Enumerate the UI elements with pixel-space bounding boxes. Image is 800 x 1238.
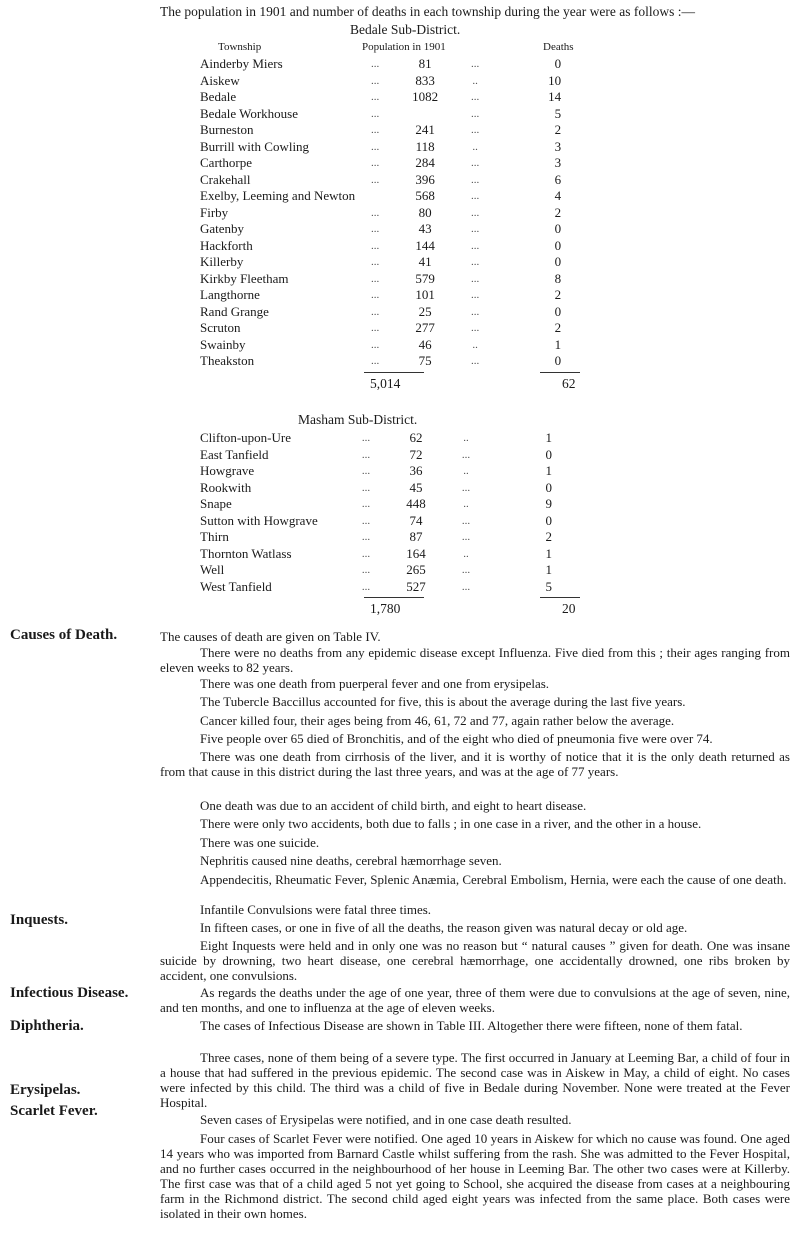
leader-dots <box>355 188 395 205</box>
leader-dots: .. <box>463 432 469 444</box>
table-row <box>200 155 561 172</box>
deaths-cell: 9 <box>545 496 552 511</box>
population-cell: 579 <box>415 270 435 286</box>
table-row <box>200 73 561 90</box>
table-row <box>200 238 561 255</box>
para-old-age: In fifteen cases, or one in five of all the deaths, the reason given was natural decay or old age. <box>200 920 688 935</box>
leader-dots: ... <box>471 157 480 169</box>
leader-dots: ... <box>371 140 380 153</box>
deaths-cell: 0 <box>545 479 552 495</box>
leader-dots: .. <box>463 465 469 477</box>
township-cell: Rookwith <box>200 479 252 495</box>
township-cell: Langthorne <box>200 287 260 302</box>
deaths-cell: 0 <box>554 237 562 253</box>
deaths-cell: 1 <box>545 463 552 478</box>
leader-dots: ... <box>371 58 380 70</box>
population-cell: 36 <box>409 463 423 478</box>
leader-dots: ... <box>461 580 471 593</box>
deaths-cell: 2 <box>554 122 562 137</box>
township-cell: Hackforth <box>200 237 253 253</box>
table-row <box>200 320 561 337</box>
leader-dots: ... <box>361 448 371 461</box>
table-row <box>200 172 561 189</box>
margin-scarlet-fever: Scarlet Fever. <box>10 1103 98 1119</box>
township-cell: Clifton-upon-Ure <box>200 430 291 445</box>
table-row <box>200 271 561 288</box>
leader-dots: ... <box>371 256 380 268</box>
leader-dots: ... <box>361 564 371 576</box>
table-row <box>200 337 561 354</box>
para-puerperal: There was one death from puerperal fever and one from erysipelas. <box>200 676 550 691</box>
table-row <box>200 562 552 579</box>
para-epidemic: There were no deaths from any epidemic disease except Influenza. Five died from this ; their ages ranging from eleven weeks to 82 years. <box>160 645 790 675</box>
para-tubercle: The Tubercle Baccillus accounted for five, this is about the average during the last five years. <box>200 694 686 709</box>
township-cell: Swainby <box>200 336 246 352</box>
township-cell: Scruton <box>200 320 241 335</box>
leader-dots: ... <box>461 481 471 494</box>
leader-dots: ... <box>471 223 480 235</box>
leader-dots: ... <box>471 107 480 120</box>
table-row <box>200 89 561 106</box>
margin-erysipelas: Erysipelas. <box>10 1082 81 1098</box>
bedale-table <box>200 56 561 370</box>
leader-dots: ... <box>371 322 380 334</box>
table-row <box>200 353 561 370</box>
deaths-cell: 1 <box>554 336 562 352</box>
leader-dots: ... <box>371 338 380 351</box>
para-nephritis: Nephritis caused nine deaths, cerebral hæmorrhage seven. <box>200 853 502 868</box>
leader-dots: .. <box>463 498 469 510</box>
deaths-cell: 1 <box>545 430 552 445</box>
population-cell: 265 <box>406 562 426 577</box>
bedale-pop-rule <box>364 372 424 373</box>
leader-dots: ... <box>371 289 380 301</box>
leader-dots: ... <box>471 239 480 252</box>
deaths-cell: 4 <box>554 188 562 203</box>
township-cell: East Tanfield <box>200 446 269 462</box>
masham-pop-rule <box>364 597 424 598</box>
leader-dots: ... <box>371 91 380 103</box>
population-cell: 277 <box>415 320 435 335</box>
deaths-cell: 3 <box>554 138 562 154</box>
table-row <box>200 513 552 530</box>
leader-dots: ... <box>471 173 480 186</box>
leader-dots: ... <box>471 355 480 367</box>
masham-total-deaths: 20 <box>562 601 576 616</box>
township-cell: Bedale Workhouse <box>200 105 298 121</box>
township-cell: Kirkby Fleetham <box>200 270 289 286</box>
col-deaths: Deaths <box>543 41 574 53</box>
leader-dots: .. <box>472 74 478 87</box>
population-cell: 45 <box>409 479 423 495</box>
table-row <box>200 496 552 513</box>
intro-text: The population in 1901 and number of deaths in each township during the year were as follows :— <box>160 4 695 19</box>
leader-dots: ... <box>471 305 480 318</box>
population-cell: 118 <box>415 138 435 154</box>
para-suicide: There was one suicide. <box>200 835 320 850</box>
deaths-cell: 10 <box>548 72 562 88</box>
deaths-cell: 0 <box>554 221 562 236</box>
leader-dots: ... <box>371 74 380 87</box>
population-cell: 87 <box>409 529 423 544</box>
leader-dots: ... <box>361 580 371 593</box>
population-cell: 46 <box>418 336 432 352</box>
township-cell: Thirn <box>200 529 229 544</box>
deaths-cell: 0 <box>545 446 552 462</box>
leader-dots: ... <box>371 272 380 285</box>
population-cell: 396 <box>415 171 435 187</box>
masham-title: Masham Sub-District. <box>298 412 418 427</box>
deaths-cell: 0 <box>554 353 562 368</box>
margin-diphtheria: Diphtheria. <box>10 1018 84 1034</box>
para-cirrhosis: There was one death from cirrhosis of the liver, and it is worthy of notice that it is the only death returned as from that cause in this district during the last three years, and was at the age of 77 years. <box>160 749 790 779</box>
leader-dots: ... <box>361 547 371 560</box>
table-row <box>200 287 561 304</box>
population-cell: 81 <box>418 56 432 71</box>
leader-dots: ... <box>371 355 380 367</box>
deaths-cell: 6 <box>554 171 562 187</box>
population-cell: 833 <box>415 72 435 88</box>
population-cell: 43 <box>418 221 432 236</box>
township-cell: Crakehall <box>200 171 251 187</box>
township-cell: Ainderby Miers <box>200 56 283 71</box>
deaths-cell: 5 <box>554 105 562 121</box>
table-row <box>200 304 561 321</box>
leader-dots: ... <box>371 223 380 235</box>
deaths-cell: 3 <box>554 155 562 170</box>
para-appendicitis: Appendecitis, Rheumatic Fever, Splenic Anæmia, Cerebral Embolism, Hernia, were each the cause of one death. <box>200 872 787 887</box>
table-row <box>200 205 561 222</box>
deaths-cell: 0 <box>554 254 562 269</box>
table-row <box>200 254 561 271</box>
deaths-cell: 0 <box>545 512 552 528</box>
margin-causes-of-death: Causes of Death. <box>10 627 118 643</box>
leader-dots: ... <box>371 157 380 169</box>
masham-table <box>200 430 552 595</box>
township-cell: Well <box>200 562 225 577</box>
masham-deaths-rule <box>540 597 580 598</box>
deaths-cell: 2 <box>554 320 562 335</box>
township-cell: Aiskew <box>200 72 240 88</box>
para-cancer: Cancer killed four, their ages being from 46, 61, 72 and 77, again rather below the average. <box>200 713 675 728</box>
table-row <box>200 122 561 139</box>
leader-dots: ... <box>461 448 471 461</box>
bedale-total-deaths: 62 <box>562 376 576 391</box>
leader-dots: ... <box>471 289 480 301</box>
leader-dots: .. <box>472 338 478 351</box>
leader-dots: ... <box>471 58 480 70</box>
deaths-cell: 1 <box>545 545 552 561</box>
para-diphtheria: Three cases, none of them being of a severe type. The first occurred in January at Leeming Bar, a child of four in a house that had suffered in the previous epidemic. The second case was in Aiskew in May, a child of eight. No cases were infected by this child. The third was a child of five in Bedale during November. None were treated at the Fever Hospital. <box>160 1050 790 1110</box>
township-cell: Gatenby <box>200 221 245 236</box>
para-childbirth: One death was due to an accident of child birth, and eight to heart disease. <box>200 798 587 813</box>
township-cell: Sutton with Howgrave <box>200 512 318 528</box>
population-cell: 241 <box>415 122 435 137</box>
deaths-cell: 0 <box>554 303 562 319</box>
table-row <box>200 447 552 464</box>
leader-dots: ... <box>371 107 380 120</box>
leader-dots: ... <box>461 564 471 576</box>
leader-dots: ... <box>371 206 380 219</box>
para-accidents: There were only two accidents, both due to falls ; in one case in a river, and the other in a house. <box>200 816 702 831</box>
col-population: Population in 1901 <box>362 41 446 53</box>
table-row <box>200 546 552 563</box>
population-cell: 72 <box>409 446 423 462</box>
deaths-cell: 2 <box>545 529 552 544</box>
township-cell: West Tanfield <box>200 578 272 594</box>
leader-dots: ... <box>471 272 480 285</box>
bedale-title: Bedale Sub-District. <box>350 22 461 37</box>
deaths-cell: 2 <box>554 204 562 220</box>
leader-dots: ... <box>361 514 371 527</box>
township-cell: Bedale <box>200 89 237 104</box>
margin-infectious-disease: Infectious Disease. <box>10 985 129 1001</box>
township-cell: Burneston <box>200 122 254 137</box>
population-cell: 568 <box>415 188 435 203</box>
population-cell: 1082 <box>412 89 439 104</box>
population-cell: 144 <box>415 237 435 253</box>
masham-total-population: 1,780 <box>370 601 401 616</box>
population-cell: 284 <box>415 155 435 170</box>
population-cell: 75 <box>418 353 432 368</box>
leader-dots: ... <box>471 322 480 334</box>
leader-dots: ... <box>371 173 380 186</box>
table-row <box>200 463 552 480</box>
township-cell: Exelby, Leeming and Newton <box>200 188 356 203</box>
leader-dots: ... <box>471 256 480 268</box>
para-inquests: Eight Inquests were held and in only one was no reason but “ natural causes ” given for death. One was insane suicide by drowning, two heart disease, one cerebral hæmorrhage, one accidentally drowned, one ribs broken by accident, one convulsions. <box>160 938 790 983</box>
bedale-total-population: 5,014 <box>370 376 401 391</box>
leader-dots: .. <box>472 140 478 153</box>
table-row <box>200 188 561 205</box>
population-cell: 25 <box>418 303 432 319</box>
para-erysipelas: Seven cases of Erysipelas were notified, and in one case death resulted. <box>200 1112 572 1127</box>
leader-dots: ... <box>371 124 380 136</box>
population-cell: 448 <box>406 496 426 511</box>
township-cell: Carthorpe <box>200 155 252 170</box>
township-cell: Theakston <box>200 353 255 368</box>
leader-dots: ... <box>471 190 480 202</box>
margin-inquests: Inquests. <box>10 912 68 928</box>
para-scarlet-fever: Four cases of Scarlet Fever were notified. One aged 10 years in Aiskew for which no cause was found. One aged 14 years who was imported from Barnard Castle whilst suffering from the rash. She was admitted to the Fever Hospital, and no further cases occurred in the neighbourhood of her house in Leeming Bar. The other two cases were at Killerby. The first case was that of a child aged 5 not yet going to School, she acquired the disease from cases at a neighbouring farm in the Richmond district. The second child aged eight years was infected from the same place. Both cases were isolated in their own homes. <box>160 1131 790 1221</box>
population-cell: 101 <box>415 287 435 302</box>
para-causes-table: The causes of death are given on Table IV. <box>160 629 381 644</box>
table-row <box>200 139 561 156</box>
township-cell: Firby <box>200 204 229 220</box>
population-cell: 164 <box>406 545 426 561</box>
population-cell: 41 <box>418 254 432 269</box>
leader-dots: ... <box>361 432 371 444</box>
table-row <box>200 221 561 238</box>
table-row <box>200 106 561 123</box>
table-row <box>200 56 561 73</box>
township-cell: Howgrave <box>200 463 255 478</box>
township-cell: Snape <box>200 496 232 511</box>
leader-dots: ... <box>461 531 471 543</box>
table-row <box>200 529 552 546</box>
leader-dots: ... <box>471 91 480 103</box>
para-infant-deaths: As regards the deaths under the age of one year, three of them were due to convulsions at the age of seven, nine, and ten months, and one to influenza at the age of eleven weeks. <box>160 985 790 1015</box>
leader-dots: ... <box>471 124 480 136</box>
population-cell: 62 <box>409 430 423 445</box>
para-convulsions: Infantile Convulsions were fatal three times. <box>200 902 432 917</box>
leader-dots: ... <box>361 465 371 477</box>
deaths-cell: 14 <box>548 89 562 104</box>
deaths-cell: 5 <box>545 578 552 594</box>
deaths-cell: 2 <box>554 287 562 302</box>
population-cell <box>395 106 455 123</box>
deaths-cell: 0 <box>554 56 562 71</box>
deaths-cell: 1 <box>545 562 552 577</box>
township-cell: Thornton Watlass <box>200 545 292 561</box>
leader-dots: ... <box>371 239 380 252</box>
township-cell: Burrill with Cowling <box>200 138 310 154</box>
table-row <box>200 579 552 596</box>
deaths-cell: 8 <box>554 270 562 286</box>
leader-dots: ... <box>361 481 371 494</box>
leader-dots: .. <box>463 547 469 560</box>
township-cell: Rand Grange <box>200 303 269 319</box>
leader-dots: ... <box>371 305 380 318</box>
leader-dots: ... <box>471 206 480 219</box>
bedale-deaths-rule <box>540 372 580 373</box>
leader-dots: ... <box>361 498 371 510</box>
township-cell: Killerby <box>200 254 244 269</box>
population-cell: 74 <box>409 512 423 528</box>
population-cell: 80 <box>418 204 432 220</box>
population-cell: 527 <box>406 578 426 594</box>
para-bronchitis: Five people over 65 died of Bronchitis, and of the eight who died of pneumonia five were over 74. <box>200 731 713 746</box>
para-infectious: The cases of Infectious Disease are shown in Table III. Altogether there were fifteen, none of them fatal. <box>200 1018 743 1033</box>
col-township: Township <box>218 41 262 53</box>
leader-dots: ... <box>361 531 371 543</box>
table-row <box>200 480 552 497</box>
table-row <box>200 430 552 447</box>
leader-dots: ... <box>461 514 471 527</box>
